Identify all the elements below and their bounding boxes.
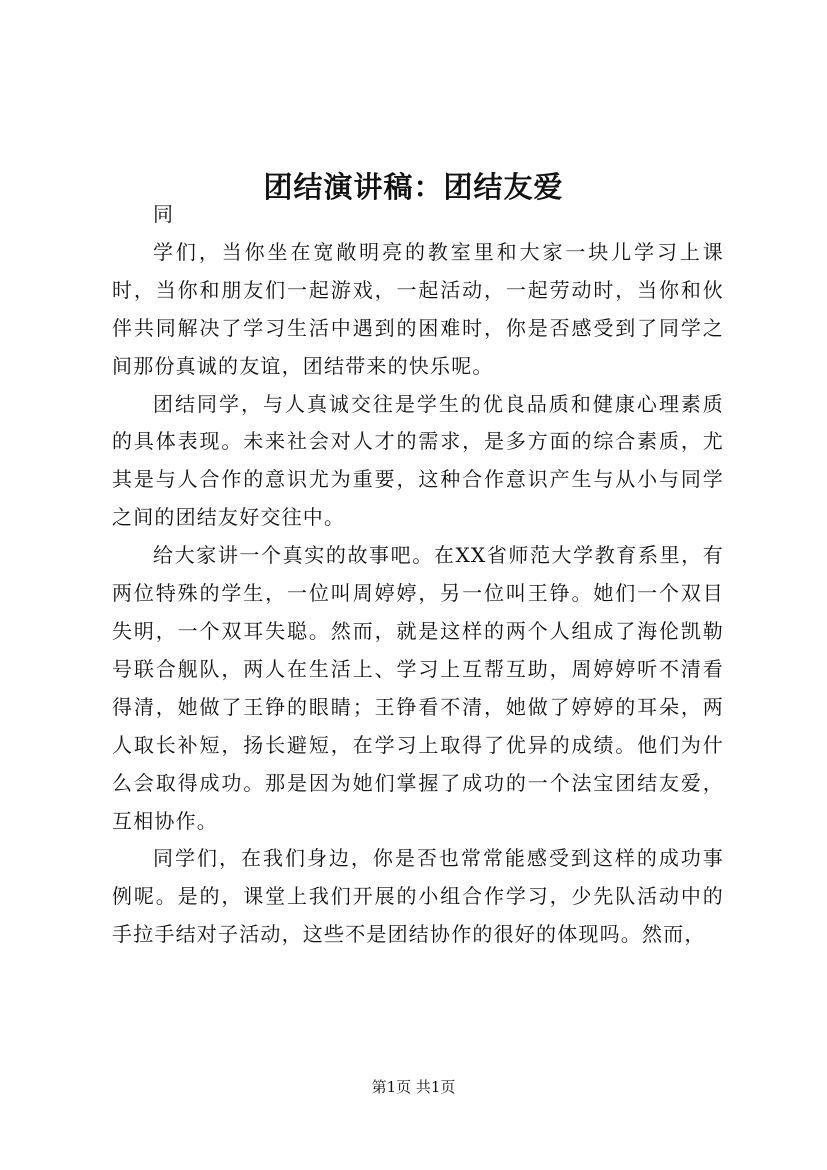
document-body bbox=[112, 196, 724, 954]
document-title: 团结演讲稿：团结友爱 bbox=[263, 170, 564, 205]
paragraph: 同学们，在我们身边，你是否也常常能感受到这样的成功事例呢。是的，课堂上我们开展的小组合作学习，少先队活动中的手拉手结对子活动，这些不是团结协作的很好的体现吗。然而， bbox=[112, 846, 724, 947]
page-footer: 第1页 共1页 bbox=[371, 1078, 456, 1096]
paragraph: 学们，当你坐在宽敞明亮的教室里和大家一块儿学习上课时，当你和朋友们一起游戏，一起活动，一起劳动时，当你和伙伴共同解决了学习生活中遇到的困难时，你是否感受到了同学之间那份真诚的友谊，团结带来的快乐呢。 bbox=[112, 239, 724, 378]
paragraph: 团结同学，与人真诚交往是学生的优良品质和健康心理素质的具体表现。未来社会对人才的需求，是多方面的综合素质，尤其是与人合作的意识尤为重要，这种合作意识产生与从小与同学之间的团结友好交往中。 bbox=[112, 391, 724, 530]
paragraph: 同 bbox=[153, 202, 175, 226]
paragraph: 给大家讲一个真实的故事吧。在XX省师范大学教育系里，有两位特殊的学生，一位叫周婷婷，另一位叫王铮。她们一个双目失明，一个双耳失聪。然而，就是这样的两个人组成了海伦凯勒号联合舰队，两人在生活上、学习上互帮互助，周婷婷听不清看得清，她做了王铮的眼睛；王铮看不清，她做了婷婷的耳朵，两人取长补短，扬长避短，在学习上取得了优异的成绩。他们为什么会取得成功。那是因为她们掌握了成功的一个法宝团结友爱，互相协作。 bbox=[112, 543, 724, 833]
